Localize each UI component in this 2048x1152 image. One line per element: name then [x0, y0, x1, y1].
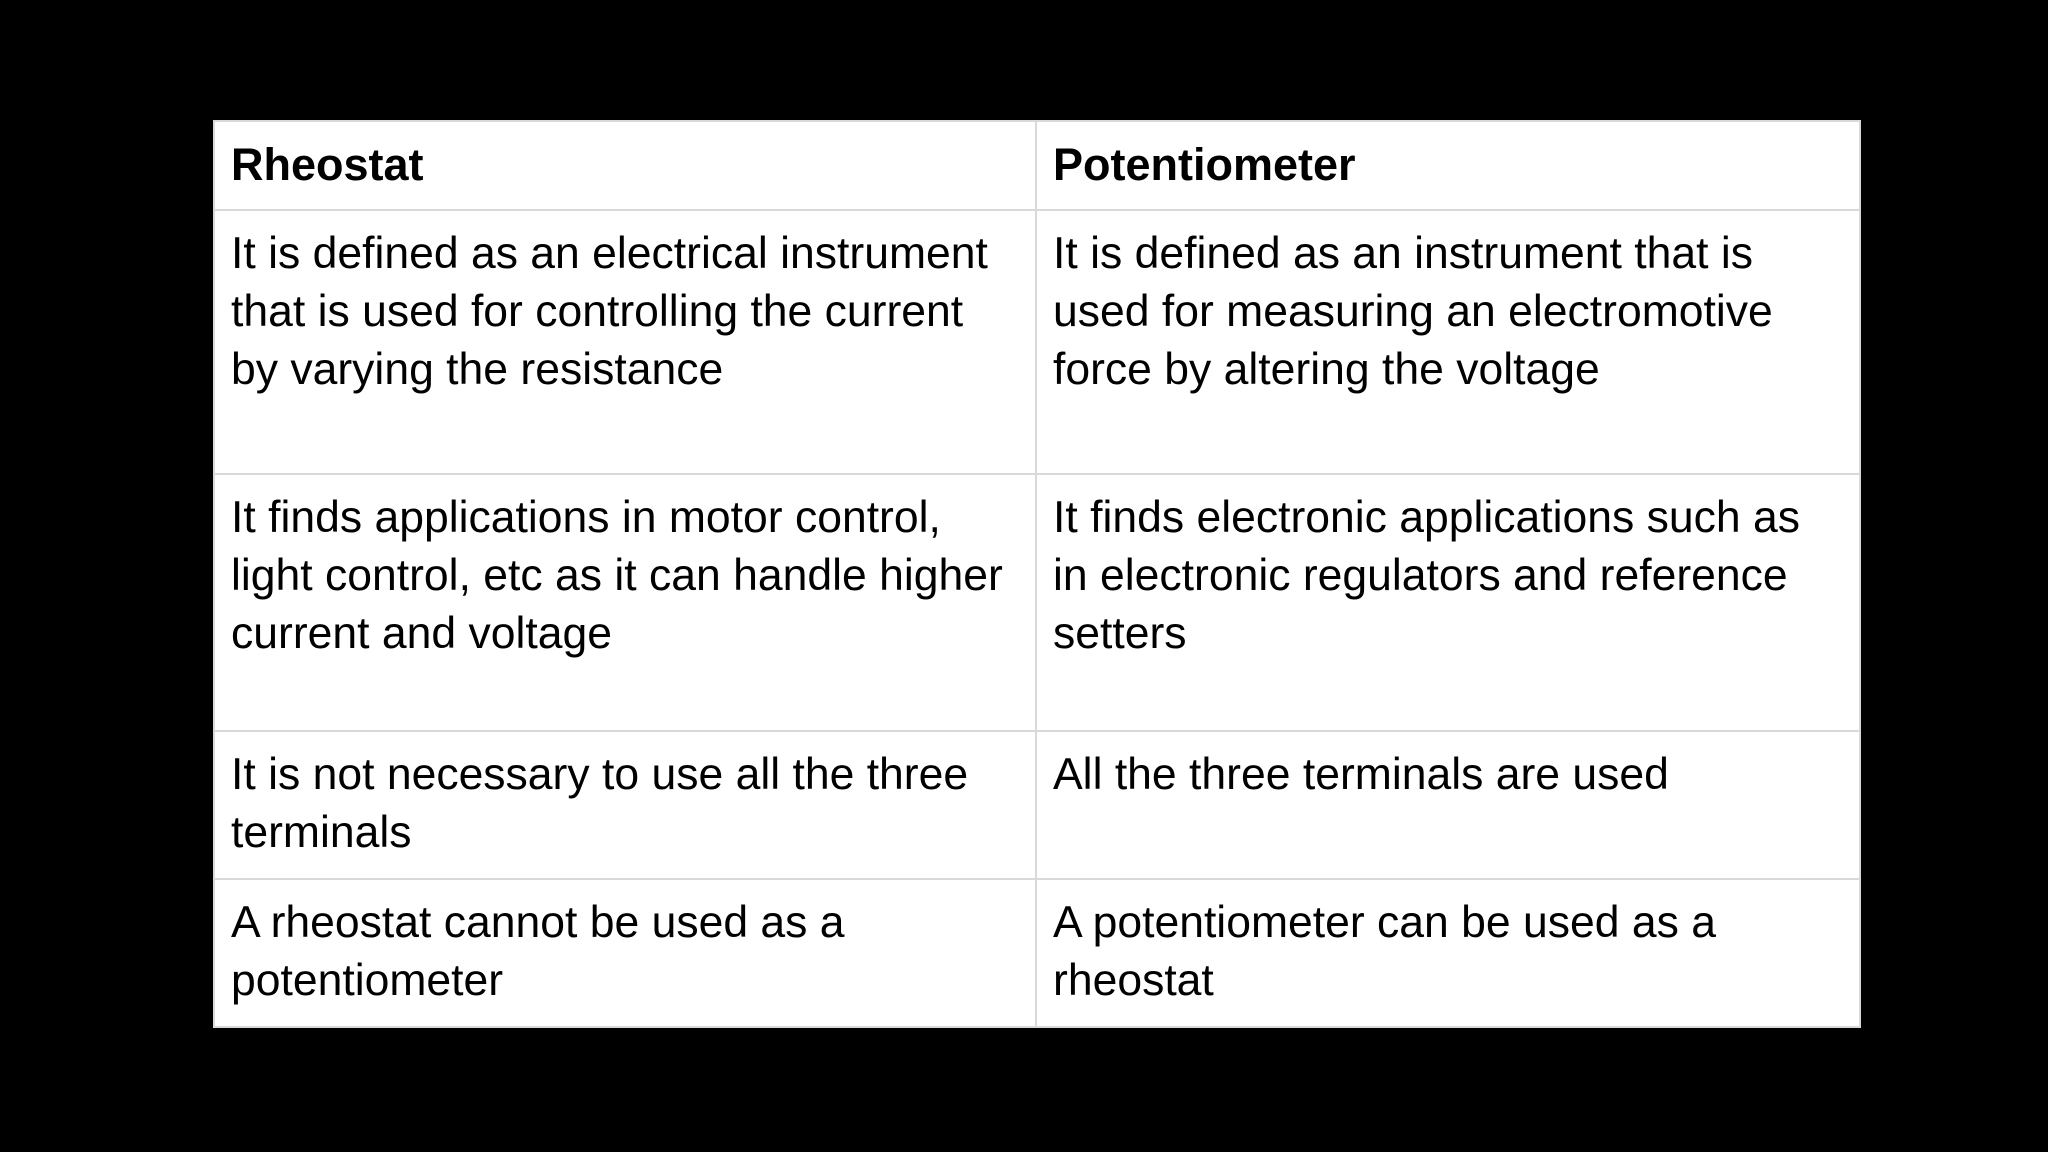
- potentiometer-usage-cell: A potentiometer can be used as a rheostat: [1036, 879, 1860, 1027]
- comparison-table: [213, 120, 1861, 1028]
- header-rheostat: Rheostat: [214, 121, 1036, 210]
- potentiometer-applications-cell: It finds electronic applications such as in electronic regulators and reference setters: [1036, 474, 1860, 731]
- potentiometer-terminals-cell: All the three terminals are used: [1036, 731, 1860, 879]
- rheostat-terminals-cell: It is not necessary to use all the three terminals: [214, 731, 1036, 879]
- table-header-row: [214, 121, 1860, 210]
- rheostat-applications-cell: It finds applications in motor control, light control, etc as it can handle higher current and voltage: [214, 474, 1036, 731]
- table-row: [214, 210, 1860, 474]
- rheostat-definition-cell: It is defined as an electrical instrument that is used for controlling the current by varying the resistance: [214, 210, 1036, 474]
- table-row: [214, 474, 1860, 731]
- rheostat-usage-cell: A rheostat cannot be used as a potentiometer: [214, 879, 1036, 1027]
- header-potentiometer: Potentiometer: [1036, 121, 1860, 210]
- table-row: [214, 731, 1860, 879]
- potentiometer-definition-cell: It is defined as an instrument that is used for measuring an electromotive force by altering the voltage: [1036, 210, 1860, 474]
- table-row: [214, 879, 1860, 1027]
